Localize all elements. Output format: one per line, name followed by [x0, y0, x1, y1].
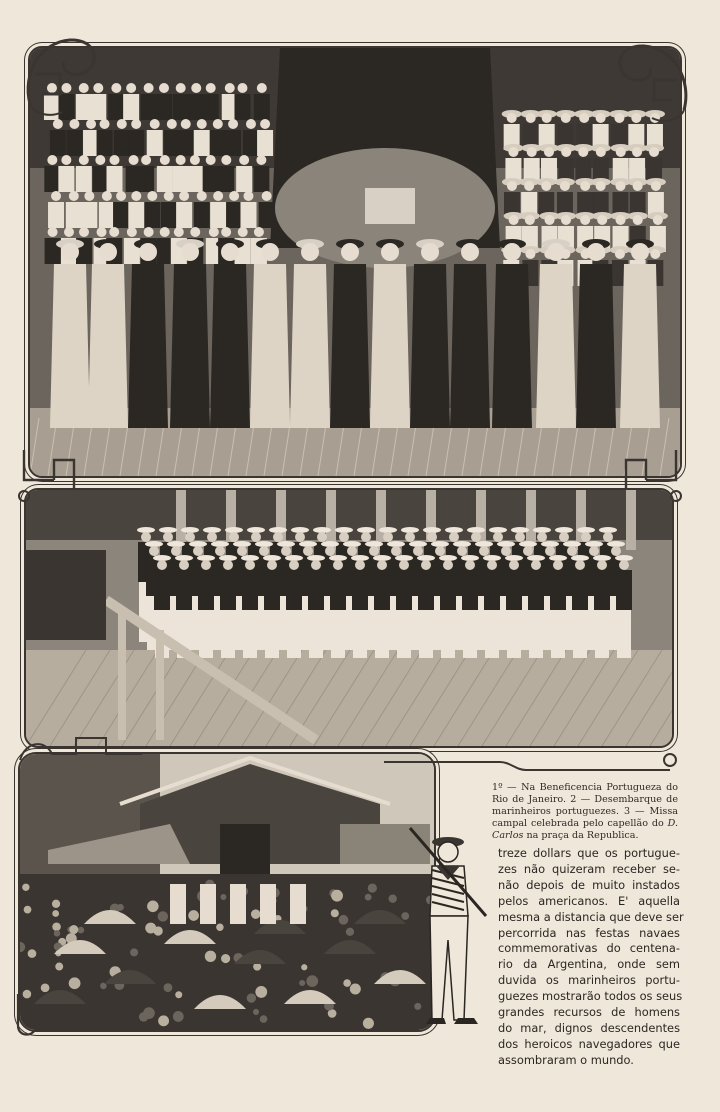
body-text-line: assombraram o mundo.	[498, 1052, 634, 1067]
photo-caption	[492, 782, 678, 842]
scroll-ornament-icon	[20, 34, 104, 118]
body-text-line: grandes recursos de homens	[498, 1005, 680, 1020]
body-text-line: rio da Argentina, onde sem	[498, 957, 680, 972]
scroll-ornament-icon	[610, 40, 694, 124]
body-text-line: do mar, dignos descendentes	[498, 1020, 680, 1035]
photo-field-mass	[18, 752, 436, 1032]
body-text-line: dos heroicos navegadores que	[498, 1036, 680, 1051]
caption-text: 1º — Na Beneficencia Portugueza do Rio de Janeiro. 2 — Desembarque de marinheiros portuguezes. 3 — Missa campal celebrada pelo capellão do	[492, 782, 678, 829]
photo-group-portrait	[28, 46, 682, 478]
body-text-line: pelos americanos. E' aquella	[498, 893, 680, 908]
scroll-ornament-icon	[16, 730, 146, 770]
sailor-illustration-icon	[402, 820, 498, 1040]
scroll-ornament-icon	[14, 440, 84, 510]
body-text-line: percorrida nas festas navaes	[498, 925, 680, 940]
body-text-line: mesma a distancia que deve ser	[498, 909, 684, 924]
caption-text-end: na praça da Republica.	[523, 830, 639, 841]
body-text-line: não depois de muito instados	[498, 877, 680, 892]
photo-sailors-landing	[24, 488, 674, 748]
sailors-landing-image	[26, 490, 672, 746]
body-text-line: treze dollars que os portugue-	[498, 846, 680, 860]
scroll-ornament-icon	[10, 990, 50, 1040]
scroll-ornament-icon	[616, 440, 686, 510]
caption-ship-name: D. Carlos	[492, 818, 678, 841]
scroll-ornament-icon	[380, 740, 680, 780]
group-portrait-image	[30, 48, 680, 476]
body-text-line: duvida os marinheiros portu-	[498, 973, 680, 988]
body-text-line: guezes mostrarão todos os seus	[498, 989, 683, 1004]
field-mass-image	[20, 754, 434, 1030]
body-text-line: commemorativas do centena-	[498, 941, 680, 956]
article-body-text	[498, 846, 684, 1069]
body-text-line: zes não quizeram receber se-	[498, 861, 680, 876]
